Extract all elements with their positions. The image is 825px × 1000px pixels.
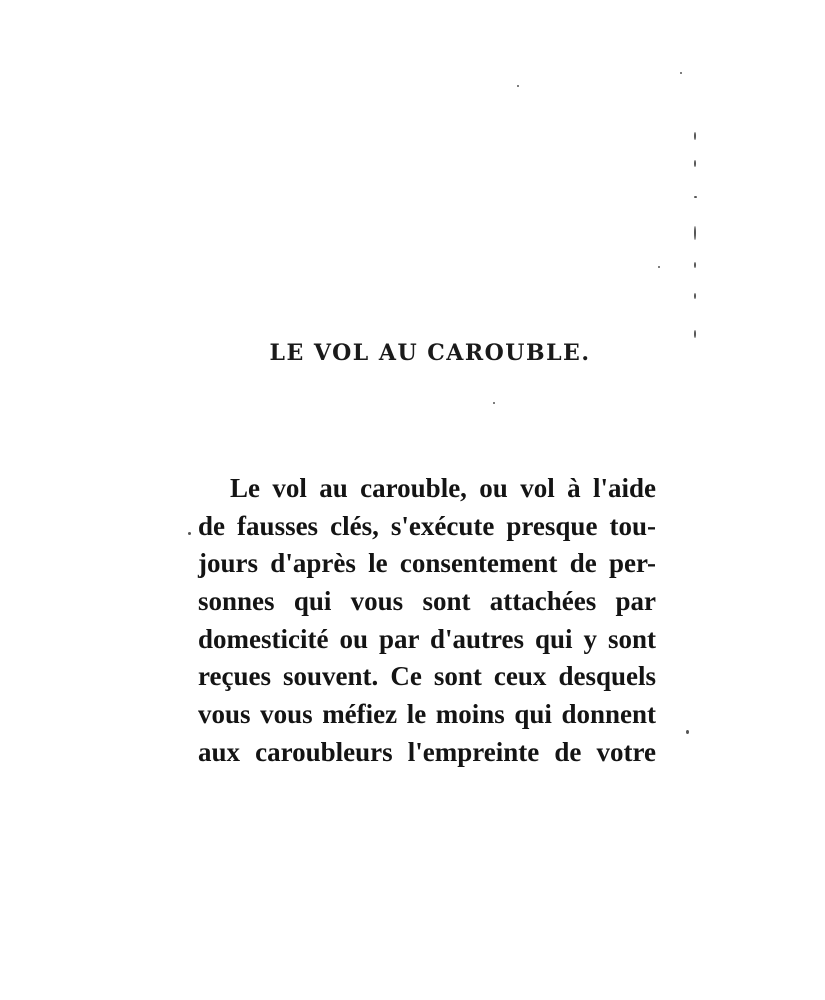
chapter-title: LE VOL AU CAROUBLE. — [269, 340, 591, 366]
scan-speck — [694, 262, 696, 268]
scan-speck — [493, 402, 495, 404]
paragraph-line: jours d'après le consentement de per- — [198, 548, 656, 579]
scan-speck — [694, 196, 697, 198]
paragraph-line: sonnes qui vous sont attachées par — [198, 586, 656, 617]
paragraph — [198, 470, 656, 772]
scan-speck — [188, 532, 191, 535]
scan-speck — [517, 85, 519, 87]
scan-speck — [694, 160, 696, 167]
paragraph-line: domesticité ou par d'autres qui y sont — [198, 623, 656, 654]
paragraph-line: vous vous méfiez le moins qui donnent — [198, 699, 656, 730]
paragraph-line: de fausses clés, s'exécute presque tou- — [198, 510, 656, 541]
paragraph-line: reçues souvent. Ce sont ceux desquels — [198, 661, 656, 692]
scan-speck — [686, 730, 689, 734]
scan-speck — [694, 293, 696, 299]
paragraph-line: aux caroubleurs l'empreinte de votre — [198, 736, 656, 767]
paragraph-line: Le vol au carouble, ou vol à l'aide — [230, 473, 656, 503]
scan-speck — [658, 266, 660, 268]
scan-speck — [694, 330, 696, 338]
scan-speck — [694, 132, 696, 140]
scan-speck — [694, 226, 696, 240]
scan-speck — [680, 72, 682, 74]
